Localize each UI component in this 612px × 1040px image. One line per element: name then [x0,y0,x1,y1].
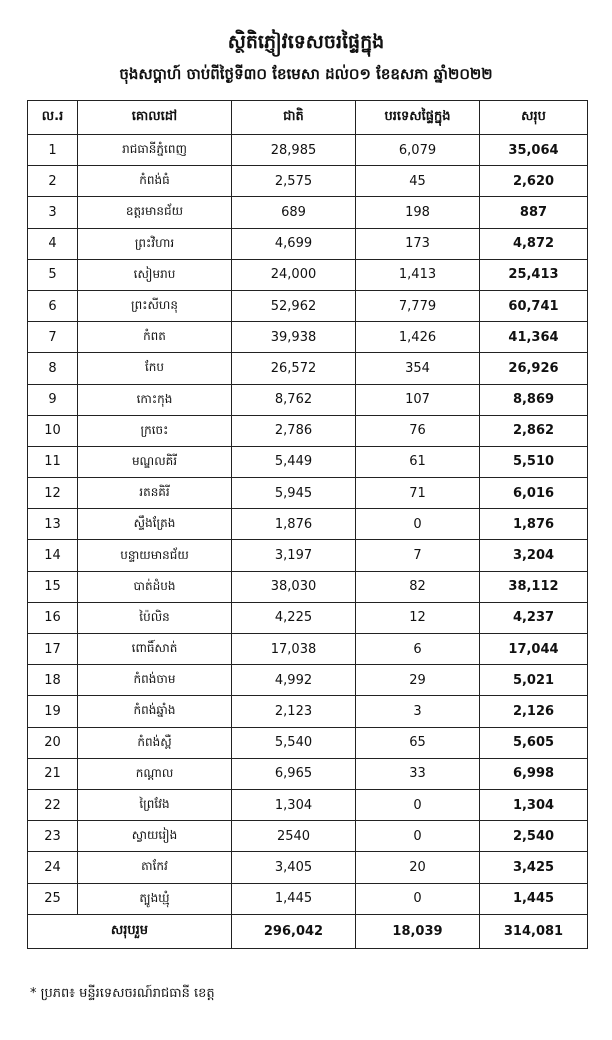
summary-foreign: 18,039 [356,914,480,948]
foreign-count-cell: 65 [356,727,480,758]
national-count-cell: 8,762 [232,384,356,415]
destination-cell: កំពង់ធំ [78,166,232,197]
row-number-cell: 4 [28,228,78,259]
table-row [28,634,588,665]
destination-cell: រាជធានីភ្នំពេញ [78,135,232,166]
total-count-cell: 1,445 [480,883,588,914]
national-count-cell: 26,572 [232,353,356,384]
national-count-cell: 5,449 [232,446,356,477]
source-footnote: * ប្រភព៖ មន្ទីរទេសចរណ៍រាជធានី ខេត្ត [30,986,215,1001]
destination-cell: ឧត្តរមានជ័យ [78,197,232,228]
total-count-cell: 3,425 [480,852,588,883]
total-count-cell: 4,872 [480,228,588,259]
foreign-count-cell: 1,413 [356,259,480,290]
total-count-cell: 887 [480,197,588,228]
table-row [28,540,588,571]
row-number-cell: 16 [28,602,78,633]
national-count-cell: 6,965 [232,758,356,789]
foreign-count-cell: 33 [356,758,480,789]
destination-cell: រតនគិរី [78,478,232,509]
foreign-count-cell: 1,426 [356,322,480,353]
destination-cell: ត្បូងឃ្មុំ [78,883,232,914]
table-row [28,415,588,446]
national-count-cell: 2,786 [232,415,356,446]
destination-cell: កែប [78,353,232,384]
destination-cell: សៀមរាប [78,259,232,290]
foreign-count-cell: 6,079 [356,135,480,166]
total-count-cell: 1,876 [480,509,588,540]
foreign-count-cell: 0 [356,789,480,820]
foreign-count-cell: 107 [356,384,480,415]
row-number-cell: 14 [28,540,78,571]
total-count-cell: 2,540 [480,821,588,852]
table-row [28,197,588,228]
row-number-cell: 18 [28,665,78,696]
destination-cell: កំពង់ឆ្នាំង [78,696,232,727]
row-number-cell: 9 [28,384,78,415]
row-number-cell: 21 [28,758,78,789]
foreign-count-cell: 7,779 [356,290,480,321]
row-number-cell: 22 [28,789,78,820]
table-row [28,446,588,477]
foreign-count-cell: 20 [356,852,480,883]
national-count-cell: 5,945 [232,478,356,509]
destination-cell: ព្រៃវែង [78,789,232,820]
row-number-cell: 24 [28,852,78,883]
row-number-cell: 15 [28,571,78,602]
national-count-cell: 3,405 [232,852,356,883]
row-number-cell: 2 [28,166,78,197]
national-count-cell: 4,225 [232,602,356,633]
total-count-cell: 35,064 [480,135,588,166]
foreign-count-cell: 7 [356,540,480,571]
table-row [28,509,588,540]
summary-national: 296,042 [232,914,356,948]
row-number-cell: 17 [28,634,78,665]
table-row [28,135,588,166]
foreign-count-cell: 61 [356,446,480,477]
row-number-cell: 19 [28,696,78,727]
national-count-cell: 52,962 [232,290,356,321]
table-row [28,259,588,290]
national-count-cell: 4,992 [232,665,356,696]
total-count-cell: 2,126 [480,696,588,727]
table-row [28,852,588,883]
row-number-cell: 6 [28,290,78,321]
row-number-cell: 8 [28,353,78,384]
total-count-cell: 25,413 [480,259,588,290]
summary-total: 314,081 [480,914,588,948]
total-count-cell: 6,016 [480,478,588,509]
row-number-cell: 11 [28,446,78,477]
destination-cell: កំពង់ចាម [78,665,232,696]
total-count-cell: 5,510 [480,446,588,477]
table-row [28,290,588,321]
destination-cell: ស្វាយរៀង [78,821,232,852]
table-row [28,883,588,914]
total-count-cell: 5,021 [480,665,588,696]
foreign-count-cell: 0 [356,509,480,540]
national-count-cell: 39,938 [232,322,356,353]
total-count-cell: 2,620 [480,166,588,197]
document-subtitle: ចុងសប្តាហ៍ ចាប់ពីថ្ងៃទី៣០ ខែមេសា ដល់០១ ខែឧសភា ឆ្នាំ២០២២ [119,65,493,83]
row-number-cell: 10 [28,415,78,446]
national-count-cell: 689 [232,197,356,228]
destination-cell: កណ្តាល [78,758,232,789]
national-count-cell: 2540 [232,821,356,852]
row-number-cell: 23 [28,821,78,852]
foreign-count-cell: 0 [356,821,480,852]
header-number: ល.រ [28,101,78,135]
row-number-cell: 7 [28,322,78,353]
table-row [28,228,588,259]
national-count-cell: 5,540 [232,727,356,758]
destination-cell: ព្រះសីហនុ [78,290,232,321]
destination-cell: កំពង់ស្ពឺ [78,727,232,758]
table-row [28,353,588,384]
foreign-count-cell: 198 [356,197,480,228]
summary-row [28,914,588,948]
table-row [28,166,588,197]
destination-cell: ស្ទឹងត្រែង [78,509,232,540]
foreign-count-cell: 6 [356,634,480,665]
header-foreign-resident: បរទេសផ្ទៃក្នុង [356,101,480,135]
header-destination: គោលដៅ [78,101,232,135]
foreign-count-cell: 354 [356,353,480,384]
table-row [28,727,588,758]
row-number-cell: 5 [28,259,78,290]
national-count-cell: 1,304 [232,789,356,820]
national-count-cell: 24,000 [232,259,356,290]
foreign-count-cell: 29 [356,665,480,696]
total-count-cell: 41,364 [480,322,588,353]
table-row [28,696,588,727]
row-number-cell: 25 [28,883,78,914]
total-count-cell: 38,112 [480,571,588,602]
row-number-cell: 1 [28,135,78,166]
header-total: សរុប [480,101,588,135]
destination-cell: តាកែវ [78,852,232,883]
total-count-cell: 1,304 [480,789,588,820]
national-count-cell: 3,197 [232,540,356,571]
total-count-cell: 17,044 [480,634,588,665]
foreign-count-cell: 45 [356,166,480,197]
row-number-cell: 20 [28,727,78,758]
total-count-cell: 5,605 [480,727,588,758]
national-count-cell: 17,038 [232,634,356,665]
total-count-cell: 2,862 [480,415,588,446]
national-count-cell: 2,123 [232,696,356,727]
destination-cell: ព្រះវិហារ [78,228,232,259]
table-row [28,789,588,820]
foreign-count-cell: 12 [356,602,480,633]
table-row [28,478,588,509]
tourist-statistics-table [27,100,588,949]
table-header-row [28,101,588,135]
destination-cell: បាត់ដំបង [78,571,232,602]
foreign-count-cell: 71 [356,478,480,509]
total-count-cell: 3,204 [480,540,588,571]
row-number-cell: 13 [28,509,78,540]
foreign-count-cell: 3 [356,696,480,727]
row-number-cell: 3 [28,197,78,228]
foreign-count-cell: 82 [356,571,480,602]
destination-cell: មណ្ឌលគិរី [78,446,232,477]
table-row [28,602,588,633]
total-count-cell: 6,998 [480,758,588,789]
destination-cell: ពោធិ៍សាត់ [78,634,232,665]
foreign-count-cell: 173 [356,228,480,259]
document-title: ស្ថិតិភ្ញៀវទេសចរផ្ទៃក្នុង [227,31,385,53]
total-count-cell: 8,869 [480,384,588,415]
table-row [28,758,588,789]
destination-cell: ក្រចេះ [78,415,232,446]
table-row [28,821,588,852]
national-count-cell: 28,985 [232,135,356,166]
national-count-cell: 2,575 [232,166,356,197]
national-count-cell: 38,030 [232,571,356,602]
destination-cell: កោះកុង [78,384,232,415]
foreign-count-cell: 0 [356,883,480,914]
foreign-count-cell: 76 [356,415,480,446]
destination-cell: បន្ទាយមានជ័យ [78,540,232,571]
destination-cell: កំពត [78,322,232,353]
national-count-cell: 1,876 [232,509,356,540]
total-count-cell: 4,237 [480,602,588,633]
total-count-cell: 26,926 [480,353,588,384]
table-row [28,665,588,696]
table-body [28,135,588,915]
destination-cell: ប៉ៃលិន [78,602,232,633]
national-count-cell: 1,445 [232,883,356,914]
header-national: ជាតិ [232,101,356,135]
table-row [28,571,588,602]
national-count-cell: 4,699 [232,228,356,259]
total-count-cell: 60,741 [480,290,588,321]
table-row [28,384,588,415]
row-number-cell: 12 [28,478,78,509]
summary-label: សរុបរួម [28,914,232,948]
table-row [28,322,588,353]
